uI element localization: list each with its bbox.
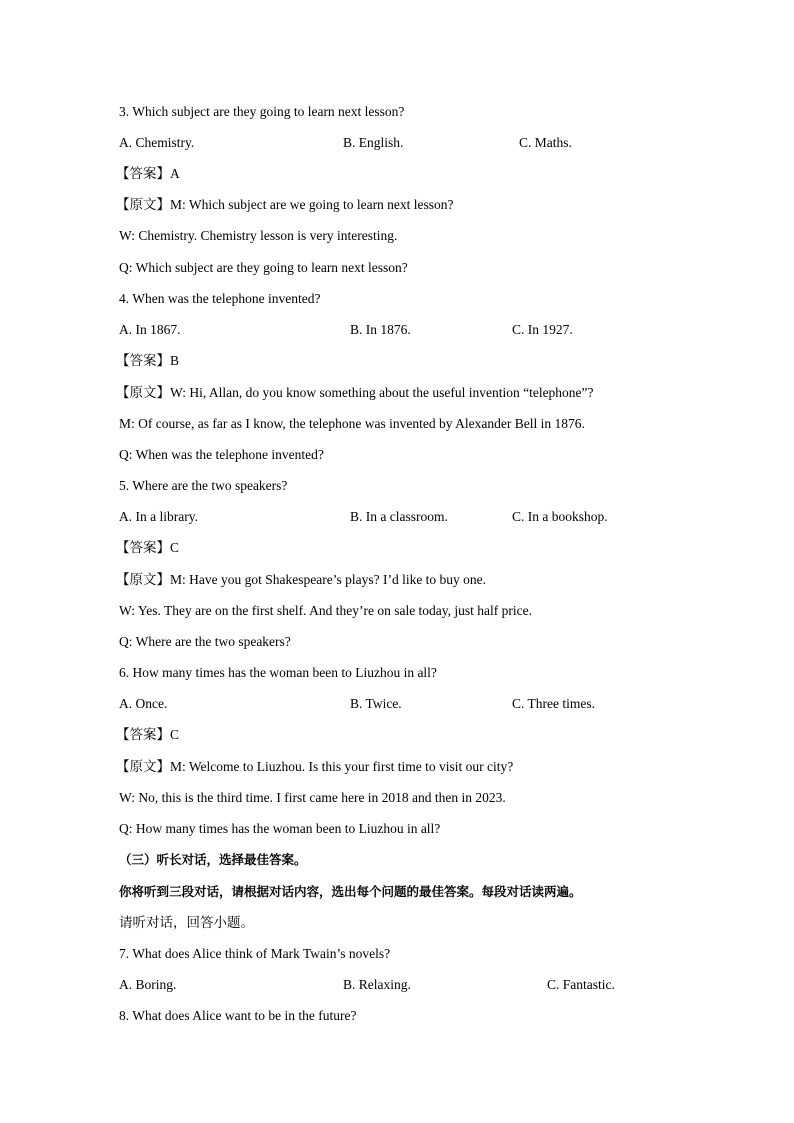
option-c: C. Fantastic.: [547, 977, 615, 992]
transcript-6-m: 【原文】M: Welcome to Liuzhou. Is this your first time to visit our city?: [116, 759, 514, 774]
option-b: B. English.: [343, 135, 404, 150]
option-a: A. In a library.: [119, 509, 198, 524]
option-a: A. In 1867.: [119, 322, 181, 337]
transcript-5-w: W: Yes. They are on the first shelf. And they’re on sale today, just half price.: [119, 603, 533, 618]
option-c: C. In a bookshop.: [512, 509, 608, 524]
question-3: 3. Which subject are they going to learn next lesson?: [119, 104, 405, 119]
question-6: 6. How many times has the woman been to Liuzhou in all?: [119, 665, 437, 680]
option-c: C. In 1927.: [512, 322, 573, 337]
option-c: C. Three times.: [512, 696, 595, 711]
transcript-3-w: W: Chemistry. Chemistry lesson is very interesting.: [119, 228, 398, 243]
option-b: B. Relaxing.: [343, 977, 411, 992]
answer-4: 【答案】B: [116, 353, 180, 368]
answer-6: 【答案】C: [116, 727, 180, 742]
transcript-6-w: W: No, this is the third time. I first came here in 2018 and then in 2023.: [119, 790, 506, 805]
transcript-4-q: Q: When was the telephone invented?: [119, 447, 324, 462]
option-b: B. In a classroom.: [350, 509, 448, 524]
transcript-6-q: Q: How many times has the woman been to Liuzhou in all?: [119, 821, 441, 836]
transcript-3-q: Q: Which subject are they going to learn next lesson?: [119, 260, 408, 275]
option-c: C. Maths.: [519, 135, 572, 150]
transcript-3-m: 【原文】M: Which subject are we going to learn next lesson?: [116, 197, 454, 212]
answer-3: 【答案】A: [116, 166, 180, 181]
transcript-4-m: M: Of course, as far as I know, the telephone was invented by Alexander Bell in 1876.: [119, 416, 585, 431]
section-heading: （三）听长对话，选择最佳答案。: [119, 852, 307, 867]
transcript-5-m: 【原文】M: Have you got Shakespeare’s plays? I’d like to buy one.: [116, 572, 487, 587]
question-5: 5. Where are the two speakers?: [119, 478, 288, 493]
question-4: 4. When was the telephone invented?: [119, 291, 321, 306]
question-8: 8. What does Alice want to be in the future?: [119, 1008, 357, 1023]
question-7: 7. What does Alice think of Mark Twain’s novels?: [119, 946, 391, 961]
section-instructions: 你将听到三段对话，请根据对话内容，选出每个问题的最佳答案。每段对话读两遍。: [119, 884, 582, 899]
transcript-4-w: 【原文】W: Hi, Allan, do you know something about the useful invention “telephone”?: [116, 385, 594, 400]
option-a: A. Chemistry.: [119, 135, 195, 150]
answer-5: 【答案】C: [116, 540, 180, 555]
option-b: B. In 1876.: [350, 322, 411, 337]
listen-prompt: 请听对话，回答小题。: [119, 915, 254, 930]
transcript-5-q: Q: Where are the two speakers?: [119, 634, 291, 649]
option-a: A. Once.: [119, 696, 168, 711]
option-a: A. Boring.: [119, 977, 177, 992]
option-b: B. Twice.: [350, 696, 402, 711]
